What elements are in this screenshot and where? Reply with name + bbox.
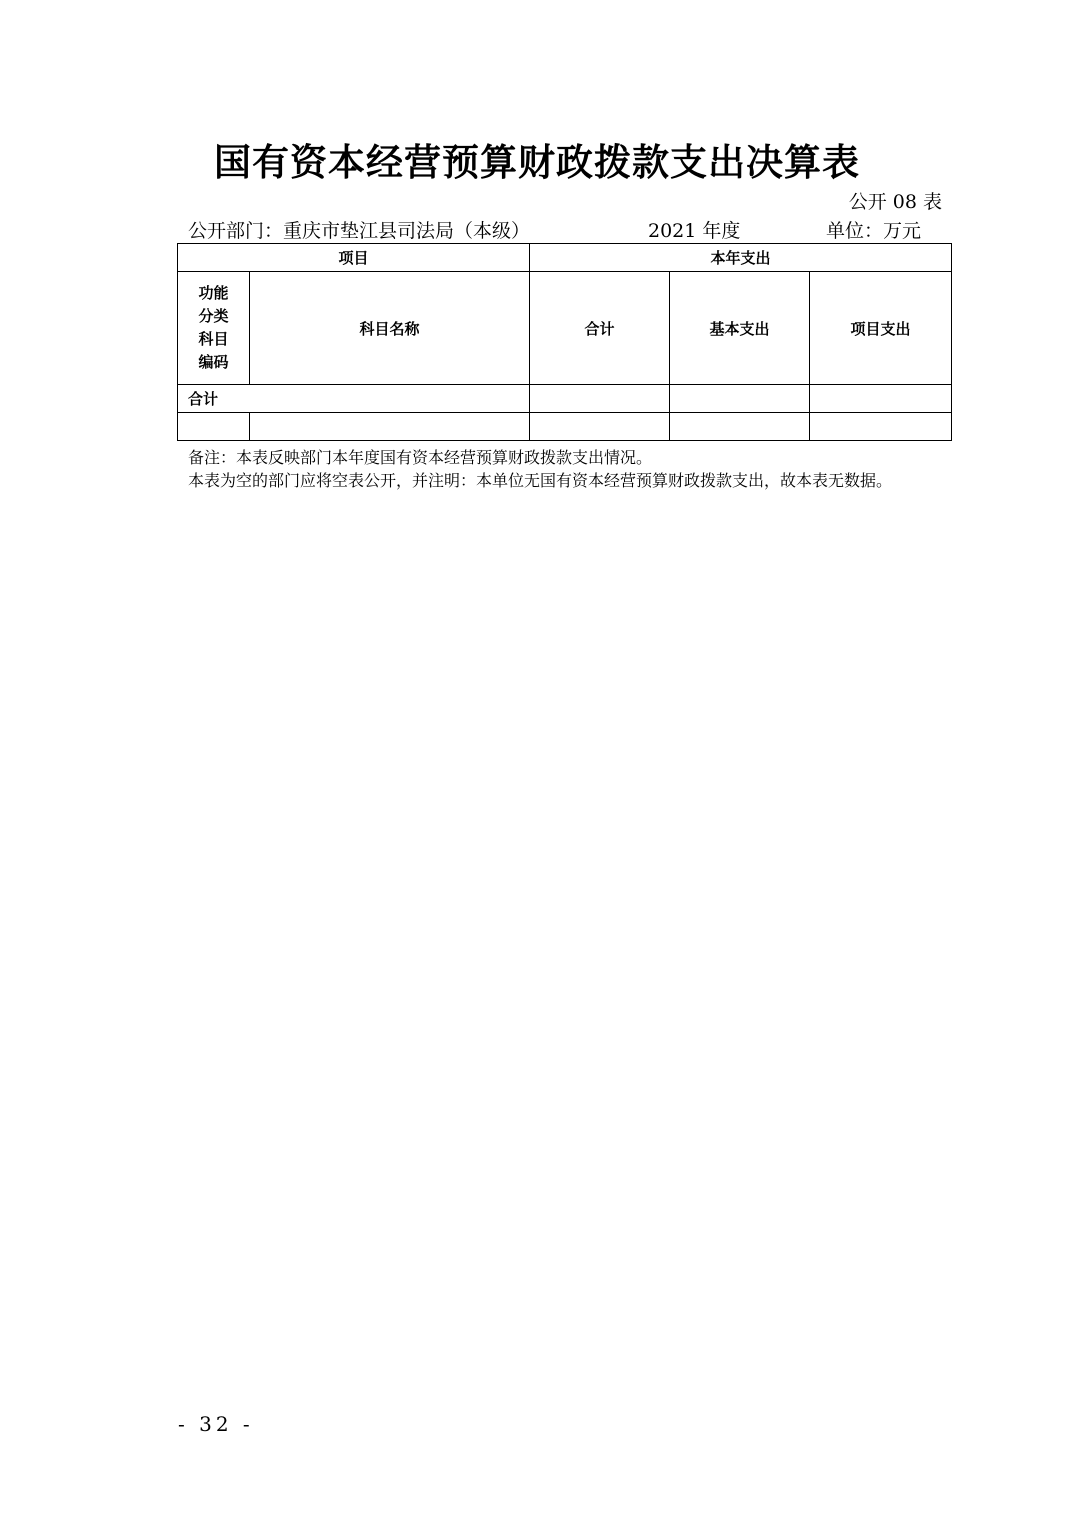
header-basic-expenditure: 基本支出 (670, 272, 810, 385)
table-header-row-2 (178, 272, 952, 385)
page-number: - 32 - (178, 1412, 254, 1436)
project-cell (810, 385, 952, 413)
header-total: 合计 (530, 272, 670, 385)
total-row-label: 合计 (178, 385, 530, 413)
budget-table (177, 243, 952, 441)
header-current-year-expenditure: 本年支出 (530, 244, 952, 272)
basic-cell (670, 413, 810, 441)
currency-unit-label: 单位：万元 (826, 220, 922, 242)
header-function-code-cell (178, 272, 250, 385)
department-label: 公开部门：重庆市垫江县司法局（本级） (188, 220, 531, 242)
total-cell (530, 413, 670, 441)
header-function-code: 功能分类科目编码 (198, 284, 229, 371)
table-row (178, 413, 952, 441)
code-cell (178, 413, 250, 441)
project-cell (810, 413, 952, 441)
basic-cell (670, 385, 810, 413)
note-line-2: 本表为空的部门应将空表公开，并注明：本单位无国有资本经营预算财政拨款支出，故本表无数据。 (188, 471, 893, 490)
fiscal-year-label: 2021 年度 (648, 220, 741, 242)
name-cell (250, 413, 530, 441)
note-line-1: 备注：本表反映部门本年度国有资本经营预算财政拨款支出情况。 (188, 448, 653, 467)
total-cell (530, 385, 670, 413)
form-number: 公开 08 表 (848, 191, 942, 213)
header-subject-name: 科目名称 (250, 272, 530, 385)
table-row-total (178, 385, 952, 413)
header-project: 项目 (178, 244, 530, 272)
page-title: 国有资本经营预算财政拨款支出决算表 (214, 140, 860, 184)
header-project-expenditure: 项目支出 (810, 272, 952, 385)
table-header-row-1 (178, 244, 952, 272)
